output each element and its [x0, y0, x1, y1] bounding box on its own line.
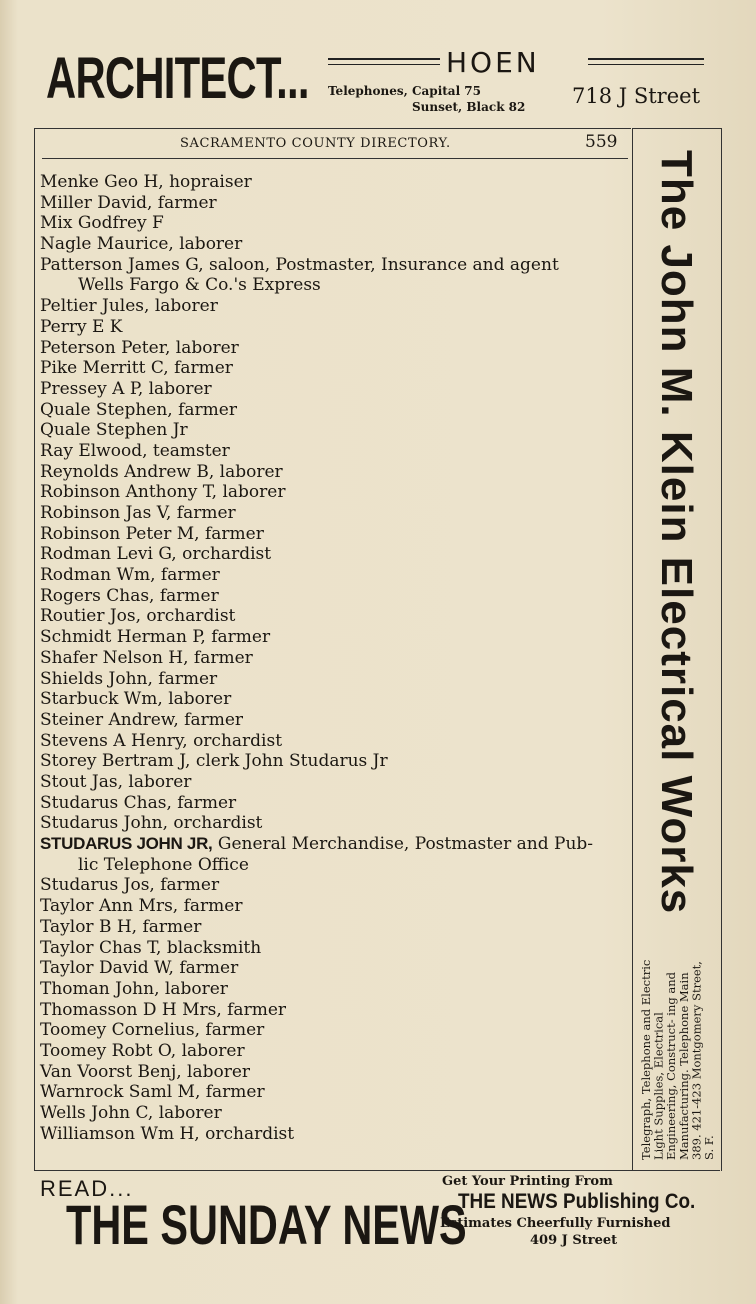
- entry-text: Storey Bertram J, clerk John Studarus Jr: [40, 751, 388, 772]
- entry-text: Studarus Chas, farmer: [40, 792, 237, 813]
- entry-text: Reynolds Andrew B, laborer: [40, 461, 283, 482]
- entry-text: Stout Jas, laborer: [40, 771, 192, 792]
- entry-text: Taylor Chas T, blacksmith: [40, 937, 262, 958]
- directory-entry: [40, 793, 630, 814]
- directory-entry: [40, 689, 630, 710]
- directory-entries: [40, 172, 630, 1144]
- entry-text: Thomasson D H Mrs, farmer: [40, 999, 287, 1020]
- entry-text: Patterson James G, saloon, Postmaster, Insurance and agent: [40, 254, 559, 275]
- directory-entry: [40, 172, 630, 193]
- architect-heading: ARCHITECT...: [46, 46, 309, 111]
- decorative-rule-left: [328, 58, 440, 65]
- entry-continuation: lic Telephone Office: [78, 854, 249, 875]
- directory-entry: [40, 420, 630, 441]
- entry-text: Rodman Wm, farmer: [40, 565, 220, 586]
- directory-entry: [40, 379, 630, 400]
- entry-text: Robinson Peter M, farmer: [40, 523, 264, 544]
- directory-entry: [40, 1124, 630, 1145]
- entry-text: Wells John C, laborer: [40, 1103, 222, 1123]
- entry-text: Thoman John, laborer: [40, 978, 228, 999]
- directory-entry: [40, 772, 630, 793]
- entry-text: Ray Elwood, teamster: [40, 440, 230, 461]
- entry-text: Williamson Wm H, orchardist: [40, 1123, 295, 1144]
- printing-line-4: 409 J Street: [530, 1233, 618, 1248]
- directory-entry: [40, 751, 630, 772]
- entry-continuation: Wells Fargo & Co.'s Express: [78, 275, 321, 296]
- entry-text: Quale Stephen, farmer: [40, 399, 237, 420]
- entry-text: Routier Jos, orchardist: [40, 606, 236, 627]
- entry-text: Mix Godfrey F: [40, 213, 164, 234]
- directory-title: SACRAMENTO COUNTY DIRECTORY.: [180, 136, 451, 151]
- directory-entry: [40, 917, 630, 938]
- directory-entry: [40, 1041, 630, 1062]
- directory-entry: [40, 606, 630, 627]
- directory-entry: [40, 896, 630, 917]
- directory-entry: [40, 1103, 630, 1124]
- directory-entry: [40, 648, 630, 669]
- entry-text: Van Voorst Benj, laborer: [40, 1061, 251, 1082]
- entry-text: Taylor B H, farmer: [40, 916, 202, 937]
- directory-entry: [40, 834, 630, 875]
- directory-entry: [40, 358, 630, 379]
- directory-entry: [40, 875, 630, 896]
- entry-text: Peltier Jules, laborer: [40, 296, 218, 317]
- directory-entry: [40, 958, 630, 979]
- directory-entry: [40, 710, 630, 731]
- entry-text: Toomey Cornelius, farmer: [40, 1020, 265, 1041]
- entry-text: Pressey A P, laborer: [40, 378, 212, 399]
- directory-entry: [40, 938, 630, 959]
- entry-text: Robinson Jas V, farmer: [40, 503, 236, 524]
- directory-entry: [40, 979, 630, 1000]
- architect-address: 718 J Street: [572, 84, 701, 108]
- entry-text: Taylor David W, farmer: [40, 958, 239, 979]
- entry-text: Nagle Maurice, laborer: [40, 234, 243, 255]
- directory-entry: [40, 669, 630, 690]
- entry-text: Taylor Ann Mrs, farmer: [40, 896, 243, 917]
- printing-line-3: Estimates Cheerfully Furnished: [440, 1216, 671, 1231]
- entry-text: Toomey Robt O, laborer: [40, 1040, 245, 1061]
- entry-text: Miller David, farmer: [40, 192, 217, 213]
- directory-entry: [40, 317, 630, 338]
- directory-entry: [40, 503, 630, 524]
- entry-text: Studarus Jos, farmer: [40, 875, 220, 896]
- entry-text: Perry E K: [40, 316, 123, 337]
- entry-text: Robinson Anthony T, laborer: [40, 482, 286, 503]
- directory-entry: [40, 441, 630, 462]
- side-ad-title: The John M. Klein Electrical Works: [652, 150, 701, 915]
- directory-entry: [40, 1020, 630, 1041]
- directory-entry: [40, 565, 630, 586]
- read-label: READ...: [40, 1176, 134, 1201]
- entry-text: Shields John, farmer: [40, 668, 218, 689]
- entry-text: Pike Merritt C, farmer: [40, 358, 233, 379]
- sunday-news-heading: THE SUNDAY NEWS: [66, 1193, 467, 1256]
- entry-text: Menke Geo H, hopraiser: [40, 172, 252, 192]
- entry-text: Quale Stephen Jr: [40, 420, 188, 441]
- directory-entry: [40, 524, 630, 545]
- entry-text: Shafer Nelson H, farmer: [40, 647, 253, 668]
- entry-text: Rodman Levi G, orchardist: [40, 544, 272, 565]
- side-ad-details: Telegraph, Telephone and Electric Light Supplies, Electrical Engineering, Construct- ing and Manufacturing. Telephone Main 389. 421-423 Montgomery Street, S. F.: [639, 959, 716, 1160]
- directory-entry: [40, 234, 630, 255]
- telephone-line-2: Sunset, Black 82: [412, 100, 526, 114]
- page-number: 559: [585, 132, 618, 152]
- telephone-line-1: Telephones, Capital 75: [328, 84, 481, 98]
- directory-entry: [40, 627, 630, 648]
- printing-line-1: Get Your Printing From: [442, 1174, 613, 1189]
- directory-entry: [40, 1000, 630, 1021]
- directory-entry: [40, 462, 630, 483]
- directory-entry: [40, 586, 630, 607]
- directory-entry: [40, 482, 630, 503]
- running-head: [42, 128, 628, 159]
- entry-text: Rogers Chas, farmer: [40, 585, 219, 606]
- architect-name: HOEN: [446, 46, 540, 79]
- architect-advertisement: [40, 40, 720, 120]
- directory-entry: [40, 400, 630, 421]
- directory-entry: [40, 338, 630, 359]
- directory-entry: [40, 1082, 630, 1103]
- directory-entry: [40, 193, 630, 214]
- bottom-rule: [34, 1170, 720, 1171]
- entry-text: Schmidt Herman P, farmer: [40, 627, 271, 648]
- entry-text: Warnrock Saml M, farmer: [40, 1082, 265, 1103]
- directory-entry: [40, 296, 630, 317]
- directory-entry: [40, 213, 630, 234]
- entry-text: Steiner Andrew, farmer: [40, 709, 244, 730]
- printing-line-2: THE NEWS Publishing Co.: [458, 1190, 696, 1213]
- entry-bold-name: STUDARUS JOHN JR,: [40, 834, 213, 854]
- decorative-rule-right: [588, 58, 704, 65]
- entry-text: Studarus John, orchardist: [40, 813, 263, 834]
- directory-entry: [40, 255, 630, 296]
- directory-entry: [40, 1062, 630, 1083]
- entry-text: General Merchandise, Postmaster and Pub-: [212, 834, 594, 855]
- directory-entry: [40, 544, 630, 565]
- directory-entry: [40, 731, 630, 752]
- entry-text: Peterson Peter, laborer: [40, 337, 239, 358]
- entry-text: Stevens A Henry, orchardist: [40, 730, 283, 751]
- entry-text: Starbuck Wm, laborer: [40, 689, 232, 710]
- directory-entry: [40, 813, 630, 834]
